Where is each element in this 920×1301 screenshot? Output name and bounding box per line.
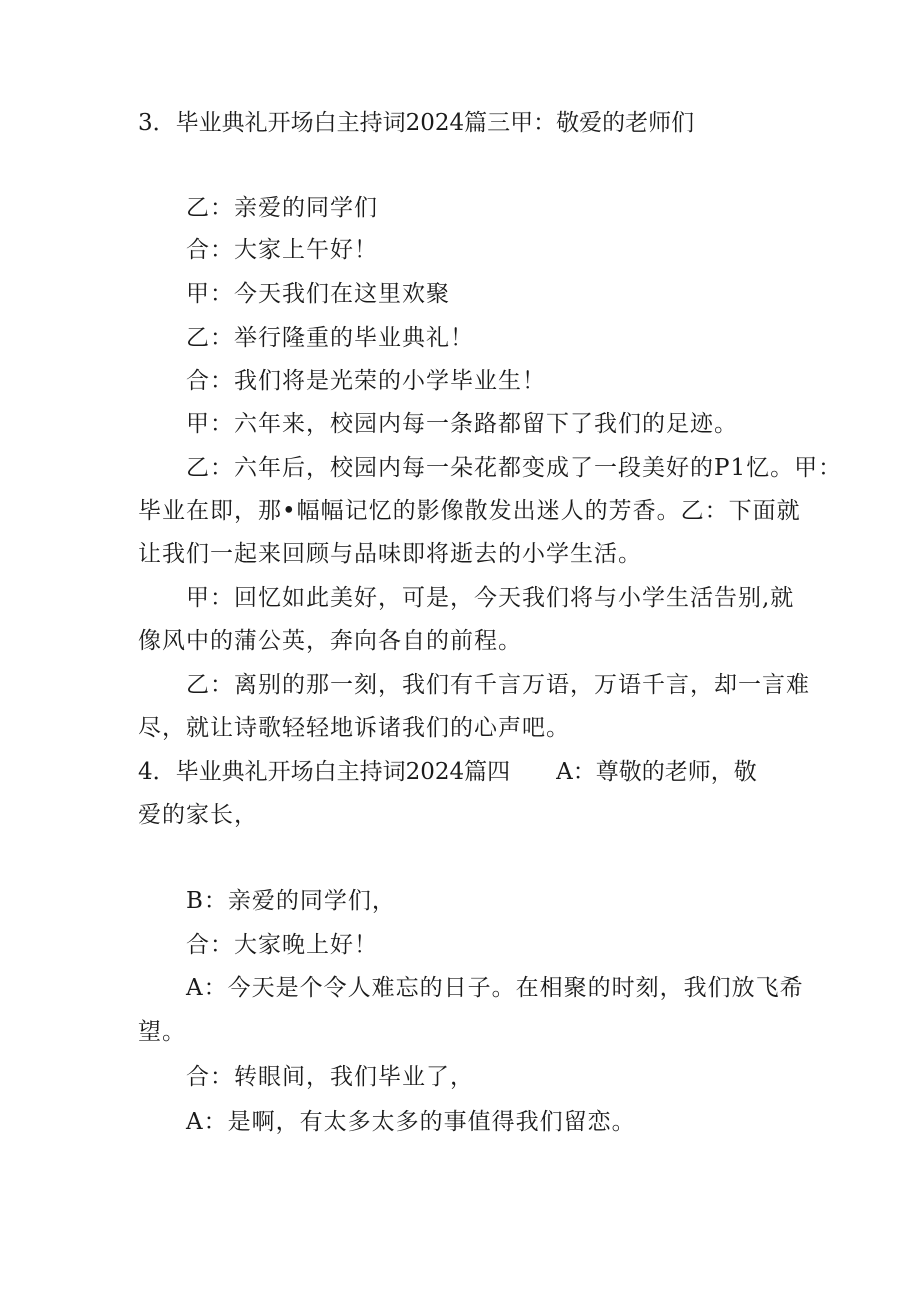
dialogue-line: B：亲爱的同学们， (186, 888, 396, 914)
dialogue-line: 像风中的蒲公英，奔向各自的前程。 (138, 628, 522, 654)
section-4-heading-opening: A：尊敬的老师，敬 (556, 759, 757, 785)
dialogue-line: 甲：六年来，校园内每一条路都留下了我们的足迹。 (186, 411, 738, 437)
dialogue-line: 望。 (138, 1019, 186, 1045)
dialogue-line: 合：我们将是光荣的小学毕业生！ (186, 368, 546, 394)
dialogue-line: 爱的家长， (138, 802, 258, 828)
dialogue-line: A：是啊，有太多太多的事值得我们留恋。 (186, 1109, 636, 1135)
dialogue-line: 合：大家晚上好！ (186, 932, 378, 958)
dialogue-line: 乙：六年后，校园内每一朵花都变成了一段美好的P1忆。甲： (186, 455, 843, 481)
dialogue-line: 合：转眼间，我们毕业了， (186, 1064, 474, 1090)
section-4-heading (138, 757, 757, 787)
dialogue-line: 毕业在即，那•幅幅记忆的影像散发出迷人的芳香。乙：下面就 (138, 498, 801, 524)
dialogue-line: 乙：亲爱的同学们 (186, 195, 378, 221)
dialogue-line: 甲：回忆如此美好，可是，今天我们将与小学生活告别,就 (186, 585, 795, 611)
dialogue-line: 甲：今天我们在这里欢聚 (186, 281, 450, 307)
dialogue-line: A：今天是个令人难忘的日子。在相聚的时刻，我们放飞希 (186, 975, 804, 1001)
dialogue-line: 尽，就让诗歌轻轻地诉诸我们的心声吧。 (138, 715, 570, 741)
dialogue-line: 乙：举行隆重的毕业典礼！ (186, 325, 474, 351)
dialogue-line: 让我们一起来回顾与品味即将逝去的小学生活。 (138, 541, 642, 567)
section-3-heading: 3．毕业典礼开场白主持词2024篇三甲：敬爱的老师们 (138, 110, 695, 136)
section-4-heading-title: 4．毕业典礼开场白主持词2024篇四 (138, 759, 511, 785)
dialogue-line: 乙：离别的那一刻，我们有千言万语，万语千言，却一言难 (186, 672, 810, 698)
dialogue-line: 合：大家上午好！ (186, 237, 378, 263)
